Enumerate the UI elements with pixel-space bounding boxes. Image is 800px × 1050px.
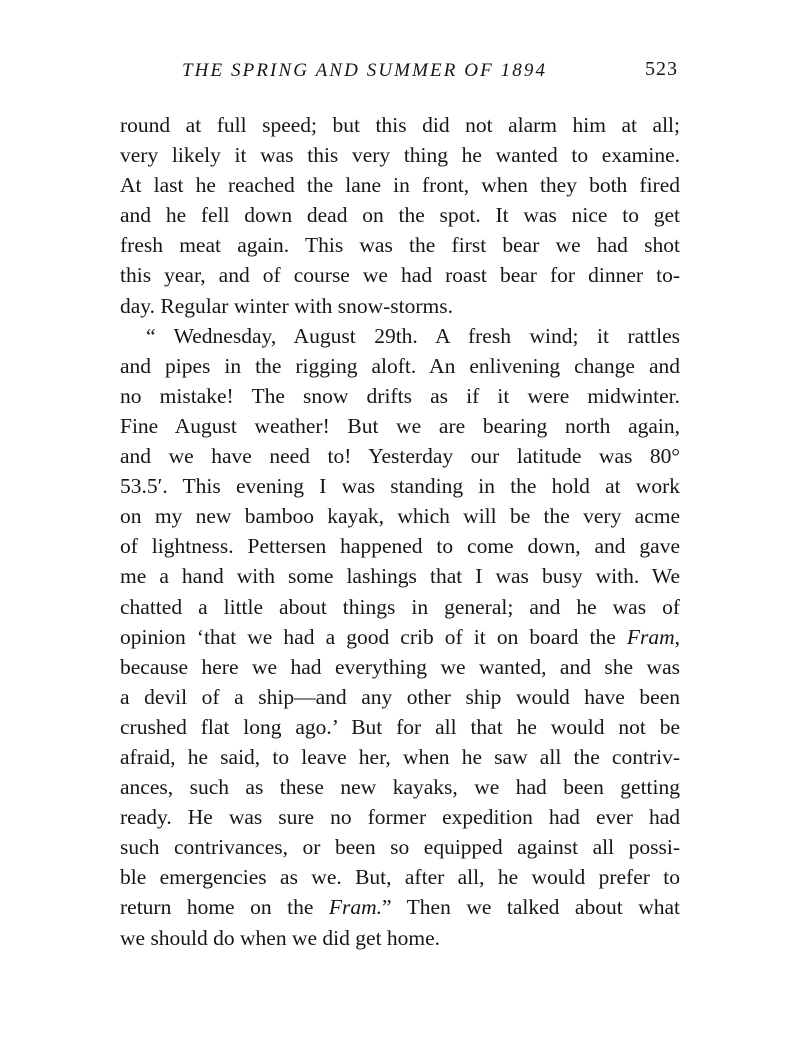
text-line: fresh meat again. This was the first bear we had shot (120, 233, 680, 258)
ship-name-italic: Fram. (328, 895, 383, 920)
text-line (120, 622, 680, 652)
text-line: no mistake! The snow drifts as if it were midwinter. (120, 383, 680, 408)
text-line (120, 892, 680, 922)
text-segment: opinion ‘that we had a good crib of it on board the (120, 624, 627, 649)
text-segment: return home on the (120, 895, 329, 920)
text-line: ances, such as these new kayaks, we had been getting (120, 775, 680, 800)
page-number: 523 (645, 58, 678, 80)
text-line: and we have need to! Yesterday our latitude was 80° (120, 444, 680, 469)
text-line: such contrivances, or been so equipped against all possi- (120, 835, 680, 860)
text-line: we should do when we did get home. (120, 925, 441, 950)
text-line: ble emergencies as we. But, after all, he would prefer to (120, 865, 680, 890)
text-line: and pipes in the rigging aloft. An enlivening change and (120, 353, 680, 378)
text-line: of lightness. Pettersen happened to come down, and gave (120, 534, 680, 559)
text-line: on my new bamboo kayak, which will be the very acme (120, 504, 680, 529)
text-line: day. Regular winter with snow-storms. (120, 293, 453, 318)
text-line: because here we had everything we wanted, and she was (120, 654, 680, 679)
ship-name-italic: Fram (626, 624, 675, 649)
text-line: a devil of a ship—and any other ship would have been (120, 684, 680, 709)
text-line: me a hand with some lashings that I was busy with. We (120, 564, 680, 589)
body-text (120, 110, 680, 953)
text-segment: , (674, 624, 680, 649)
text-line: ready. He was sure no former expedition had ever had (120, 805, 680, 830)
text-line: and he fell down dead on the spot. It was nice to get (120, 203, 680, 228)
text-line: chatted a little about things in general; and he was of (120, 594, 680, 619)
text-line: “ Wednesday, August 29th. A fresh wind; it rattles (146, 323, 680, 348)
text-line: crushed flat long ago.’ But for all that he would not be (120, 714, 680, 739)
text-line: At last he reached the lane in front, when they both fired (120, 173, 680, 198)
running-head (120, 60, 680, 90)
running-title: THE SPRING AND SUMMER OF 1894 (182, 60, 548, 81)
text-line: afraid, he said, to leave her, when he saw all the contriv- (120, 744, 680, 769)
text-line: round at full speed; but this did not alarm him at all; (120, 113, 680, 137)
text-segment: ” Then we talked about what (382, 895, 680, 920)
text-line: 53.5′. This evening I was standing in the hold at work (120, 474, 680, 499)
text-line: very likely it was this very thing he wanted to examine. (120, 143, 680, 168)
text-line: this year, and of course we had roast bear for dinner to- (120, 263, 680, 288)
text-line: Fine August weather! But we are bearing north again, (120, 413, 680, 438)
